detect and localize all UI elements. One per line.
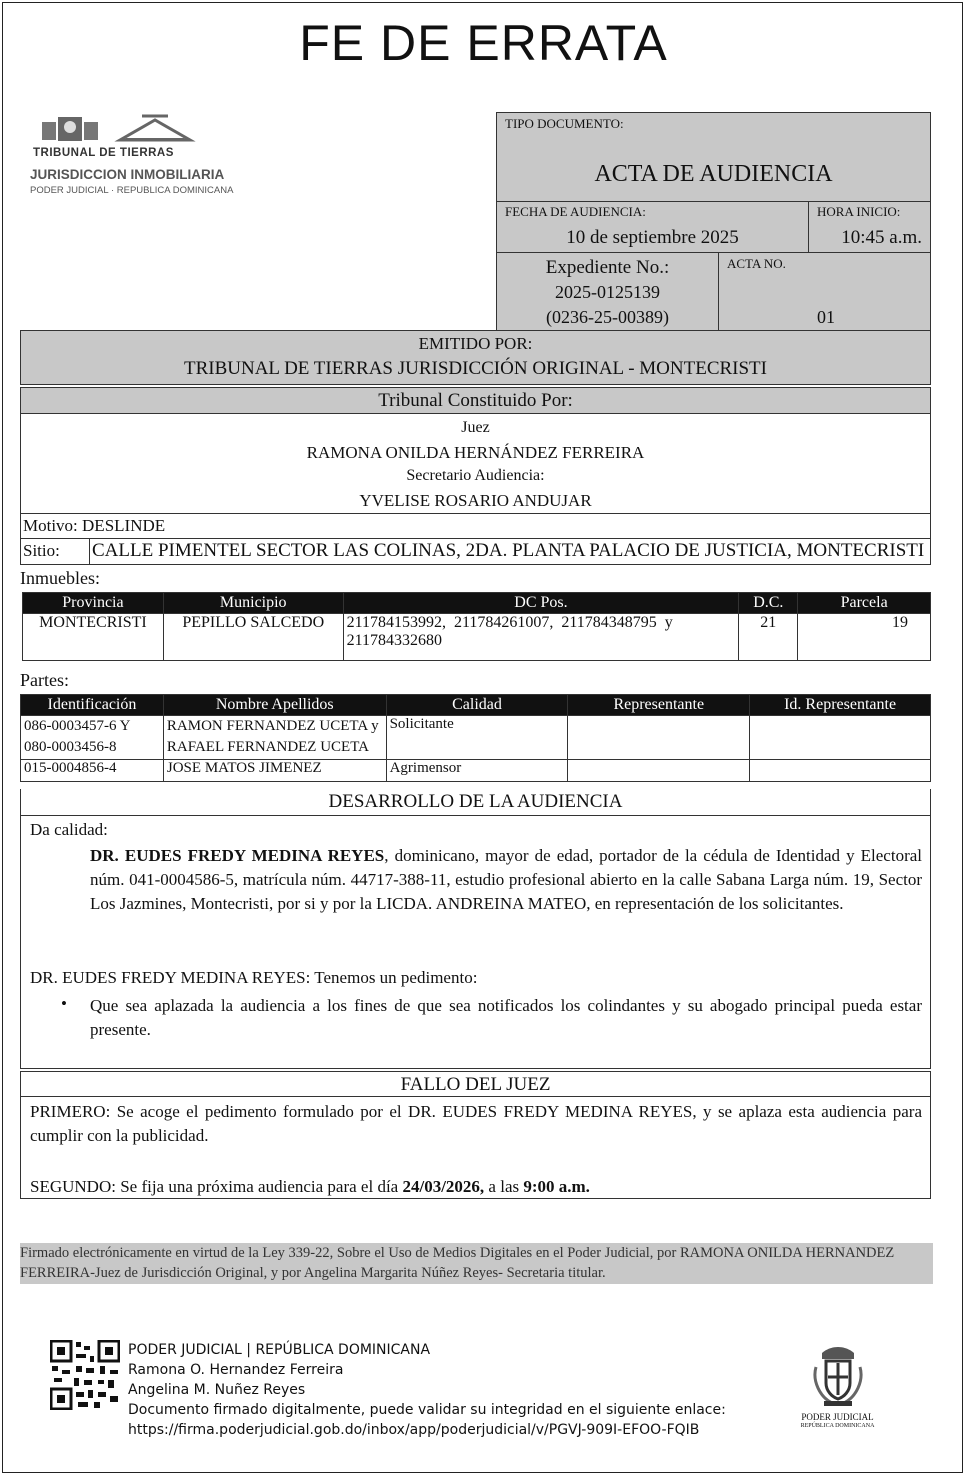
col-id-representante: Id. Representante [750,695,931,716]
partes-table [20,694,931,782]
inmuebles-table [22,592,931,661]
partes-header-row [21,695,931,716]
seal-line-1: PODER JUDICIAL [801,1412,874,1422]
motivo-box [20,513,931,539]
juez-name: RAMONA ONILDA HERNÁNDEZ FERREIRA [306,443,645,462]
pedimento-text: Que sea aplazada la audiencia a los fines de que sea notificados los colindantes y su abogado principal pueda estar presente. [90,996,922,1039]
dc-pos-line-2: 211784332680 [346,632,442,649]
inmuebles-header-row [23,593,931,614]
expediente-box [496,252,719,331]
col-dc-pos: DC Pos. [343,593,739,614]
secretario-name: YVELISE ROSARIO ANDUJAR [359,491,592,510]
table-row [23,614,931,661]
cell-id-representante [750,716,931,760]
footer-line-1: PODER JUDICIAL | REPÚBLICA DOMINICANA [128,1342,431,1358]
col-provincia: Provincia [23,593,164,614]
tipo-label: TIPO DOCUMENTO: [505,116,624,131]
cell-dc: 21 [739,614,798,661]
cell-representante [568,716,750,760]
hora-box [808,201,931,253]
footer-line-3: Angelina M. Nuñez Reyes [128,1382,306,1398]
segundo-time: 9:00 a.m. [523,1177,590,1196]
calidad-paragraph [90,844,922,916]
qr-code-icon [50,1340,120,1410]
poder-judicial-seal [800,1345,875,1430]
cell-identificacion [21,716,164,760]
logo-line-3: PODER JUDICIAL · REPUBLICA DOMINICANA [30,185,234,196]
cell-nombre: JOSE MATOS JIMENEZ [163,760,386,782]
dc-pos-line-1: 211784153992, 211784261007, 211784348795 y [346,614,673,631]
tipo-value: ACTA DE AUDIENCIA [594,161,833,187]
nombre-line-1: RAMON FERNANDEZ UCETA y [166,718,379,734]
juez-label: Juez [461,419,490,436]
expediente-alt: (0236-25-00389) [546,307,669,327]
motivo-text: Motivo: DESLINDE [23,516,166,535]
firma-note: Firmado electrónicamente en virtud de la Ley 339-22, Sobre el Uso de Medios Digitales en el Poder Judicial, por RAMONA ONILDA HERNANDEZ FERREIRA-Juez de Jurisdicción Original, y por Angelina Margarita Núñez Reyes- Secretaria titular. [20,1243,933,1284]
tribunal-heading: Tribunal Constituido Por: [20,387,931,414]
fecha-box [496,201,809,253]
hora-label: HORA INICIO: [817,204,901,219]
id-line-2: 080-0003456-8 [24,739,117,755]
col-dc: D.C. [739,593,798,614]
cell-id-representante [750,760,931,782]
acta-value: 01 [817,307,835,327]
cell-nombre [163,716,386,760]
col-nombre: Nombre Apellidos [163,695,386,716]
sitio-box [20,538,931,565]
col-municipio: Municipio [163,593,343,614]
tribunal-logo [30,112,245,202]
cell-provincia: MONTECRISTI [23,614,164,661]
cell-parcela: 19 [798,614,931,661]
segundo-mid: a las [484,1177,524,1196]
cell-municipio: PEPILLO SALCEDO [163,614,343,661]
cell-representante [568,760,750,782]
hora-value: 10:45 a.m. [841,227,922,248]
cell-dc-pos [343,614,739,661]
da-calidad-label: Da calidad: [30,820,108,839]
coat-of-arms-icon [810,1345,866,1407]
acta-box [718,252,931,331]
calidad-text: , dominicano, mayor de edad, portador de la cédula de Identidad y Electoral núm. 041-0004586-5, matrícula núm. 44717-388-11, estudio profesional abierto en la calle Sabana Larga núm. 19, Sector Los Jazmines, Montecristi, por si y por la LICDA. ANDREINA MATEO, en representación de los solicitantes. [90,846,922,913]
seal-line-2: REPÚBLICA DOMINICANA [800,1423,875,1429]
col-identificacion: Identificación [21,695,164,716]
partes-label: Partes: [20,670,69,690]
table-row [21,716,931,760]
footer-validation-link[interactable]: https://firma.poderjudicial.gob.do/inbox/app/poderjudicial/v/PGVJ-909I-EFOO-FQIB [128,1422,700,1438]
primero-text: PRIMERO: Se acoge el pedimento formulado por el DR. EUDES FREDY MEDINA REYES, y se aplaza esta audiencia para cumplir con la publicidad. [30,1102,922,1145]
col-parcela: Parcela [798,593,931,614]
emitido-label: EMITIDO POR: [418,334,533,353]
bullet-icon: • [61,994,67,1013]
tipo-documento-box [496,112,931,202]
fecha-label: FECHA DE AUDIENCIA: [505,204,646,219]
logo-line-2: JURISDICCION INMOBILIARIA [30,167,225,182]
table-row [21,760,931,782]
col-calidad: Calidad [386,695,568,716]
cell-identificacion: 015-0004856-4 [21,760,164,782]
emitido-value: TRIBUNAL DE TIERRAS JURISDICCIÓN ORIGINAL - MONTECRISTI [183,358,767,379]
nombre-line-2: RAFAEL FERNANDEZ UCETA [166,739,370,755]
expediente-value: 2025-0125139 [555,282,660,302]
emitido-box [20,330,931,385]
fecha-value: 10 de septiembre 2025 [566,227,739,248]
desarrollo-heading: DESARROLLO DE LA AUDIENCIA [20,789,931,815]
footer-line-4: Documento firmado digitalmente, puede validar su integridad en el siguiente enlace: [128,1402,726,1418]
lawyer-name: DR. EUDES FREDY MEDINA REYES [90,846,385,865]
pedimento-intro: DR. EUDES FREDY MEDINA REYES: Tenemos un pedimento: [30,968,478,987]
footer-line-2: Ramona O. Hernandez Ferreira [128,1362,344,1378]
cell-calidad: Agrimensor [386,760,568,782]
segundo-pre: SEGUNDO: Se fija una próxima audiencia para el día [30,1177,403,1196]
secretario-label: Secretario Audiencia: [406,467,545,484]
logo-line-1: TRIBUNAL DE TIERRAS [33,147,174,159]
tribunal-emblem-icon [30,112,230,148]
sitio-value: CALLE PIMENTEL SECTOR LAS COLINAS, 2DA. PLANTA PALACIO DE JUSTICIA, MONTECRISTI [89,538,924,564]
id-line-1: 086-0003457-6 Y [24,718,131,734]
fallo-heading: FALLO DEL JUEZ [20,1071,931,1097]
acta-label: ACTA NO. [727,256,786,271]
document-title: FE DE ERRATA [299,15,668,71]
col-representante: Representante [568,695,750,716]
desarrollo-box [20,815,931,1069]
inmuebles-label: Inmuebles: [20,568,100,588]
fallo-box [20,1096,931,1199]
tribunal-box [20,413,931,514]
sitio-label: Sitio: [23,541,60,560]
cell-calidad: Solicitante [386,716,568,760]
segundo-date: 24/03/2026, [402,1177,485,1196]
segundo-text [30,1175,922,1199]
footer-text [128,1340,726,1440]
expediente-label: Expediente No.: [545,257,670,278]
